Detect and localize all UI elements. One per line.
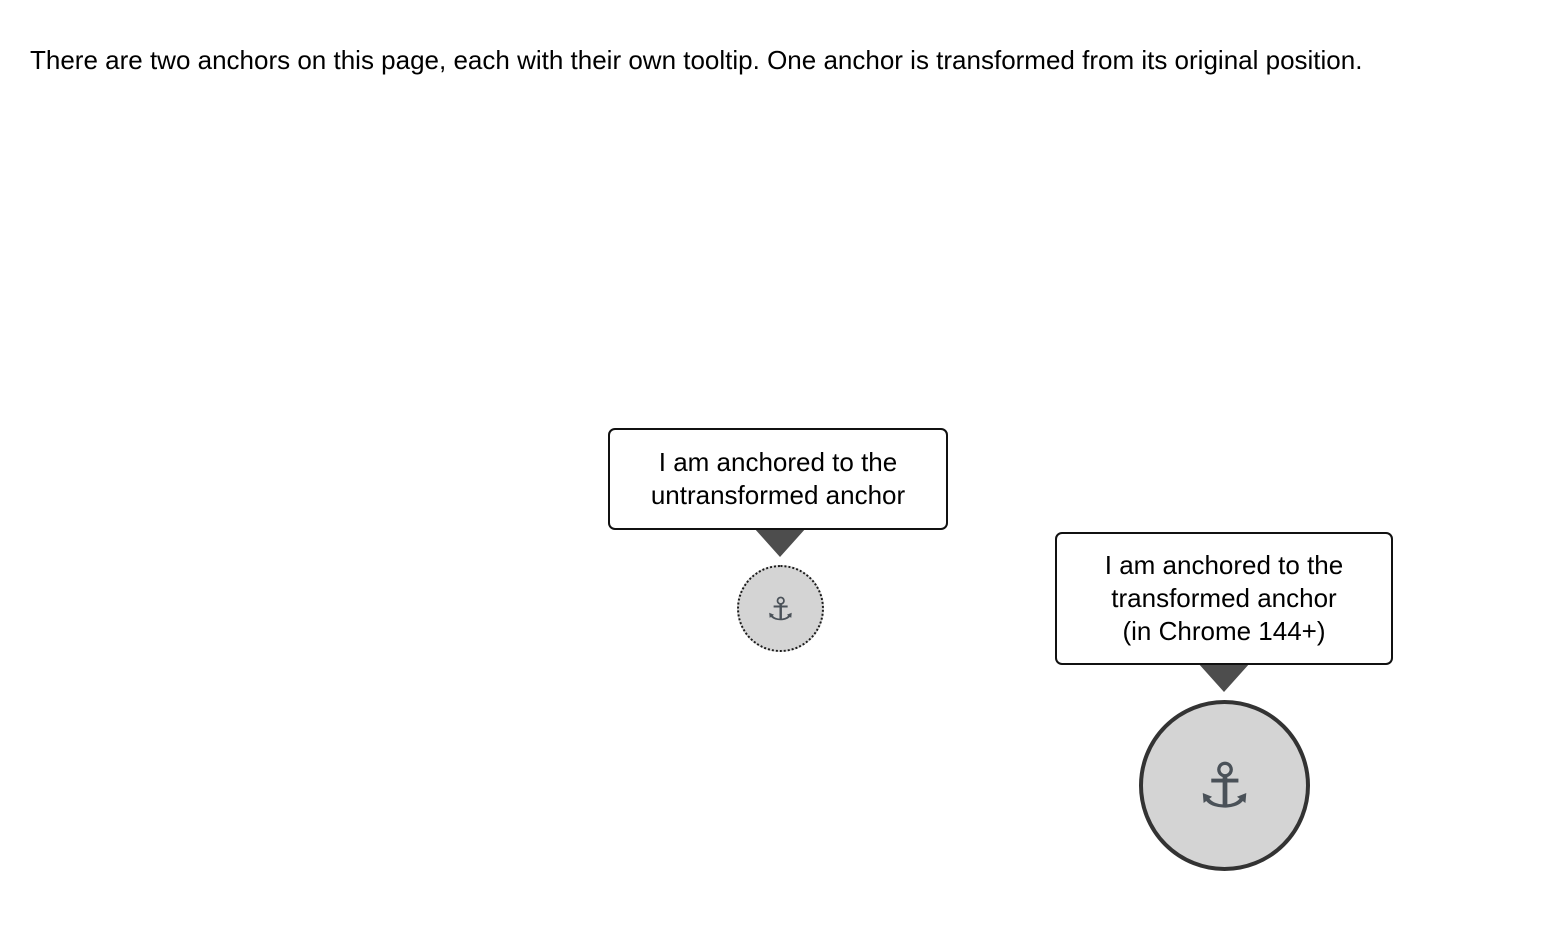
tooltip-text-line: untransformed anchor [650,480,906,510]
tooltip-transformed [1055,532,1393,665]
anchor-circle-transformed [1139,700,1310,871]
tooltip-untransformed [608,428,948,530]
page-intro-text: There are two anchors on this page, each with their own tooltip. One anchor is transformed from its original position. [30,45,1363,75]
anchor-icon: ⚓ [766,589,795,628]
anchor-circle-untransformed [737,565,824,652]
tooltip-text-line: (in Chrome 144+) [1122,616,1326,646]
tooltip-arrow-down-icon [754,528,806,557]
anchor-icon: ⚓ [1196,748,1253,822]
tooltip-text-line: transformed anchor [1111,583,1337,613]
tooltip-text-line: I am anchored to the [658,447,898,477]
tooltip-text-line: I am anchored to the [1104,550,1344,580]
tooltip-arrow-down-icon [1198,663,1250,692]
